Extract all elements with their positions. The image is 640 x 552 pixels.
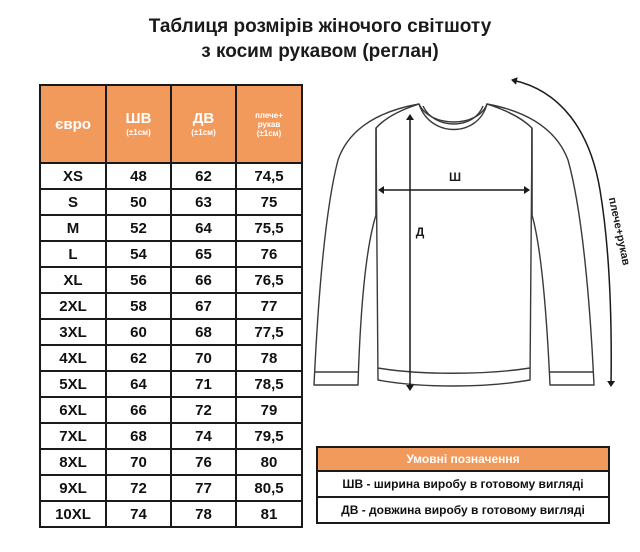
table-row [40, 371, 302, 397]
cell-dv: 64 [171, 215, 236, 241]
table-row [40, 215, 302, 241]
table-row [40, 449, 302, 475]
cell-shoulder-sleeve: 81 [236, 501, 302, 527]
size-table [39, 84, 303, 528]
cell-dv: 62 [171, 163, 236, 189]
cell-dv: 65 [171, 241, 236, 267]
cell-shv: 56 [106, 267, 171, 293]
cell-shv: 62 [106, 345, 171, 371]
cell-dv: 63 [171, 189, 236, 215]
cell-shoulder-sleeve: 77 [236, 293, 302, 319]
cell-dv: 71 [171, 371, 236, 397]
width-label: Ш [448, 170, 462, 184]
cell-shoulder-sleeve: 80 [236, 449, 302, 475]
legend-item-dv: ДВ - довжина виробу в готовому вигляді [317, 497, 609, 523]
cell-size: 7XL [40, 423, 106, 449]
cell-shv: 60 [106, 319, 171, 345]
cell-shoulder-sleeve: 76 [236, 241, 302, 267]
cell-size: 2XL [40, 293, 106, 319]
cell-size: L [40, 241, 106, 267]
cell-shv: 74 [106, 501, 171, 527]
table-row [40, 189, 302, 215]
sweatshirt-diagram [300, 70, 640, 410]
cell-shoulder-sleeve: 76,5 [236, 267, 302, 293]
cell-size: 10XL [40, 501, 106, 527]
legend-item-shv: ШВ - ширина виробу в готовому вигляді [317, 471, 609, 497]
cell-shoulder-sleeve: 79 [236, 397, 302, 423]
cell-size: XL [40, 267, 106, 293]
table-row [40, 475, 302, 501]
cell-shoulder-sleeve: 75 [236, 189, 302, 215]
cell-size: 3XL [40, 319, 106, 345]
cell-shv: 66 [106, 397, 171, 423]
cell-shv: 48 [106, 163, 171, 189]
cell-shoulder-sleeve: 80,5 [236, 475, 302, 501]
cell-shoulder-sleeve: 74,5 [236, 163, 302, 189]
title-line-2: з косим рукавом (реглан) [201, 41, 439, 62]
cell-dv: 77 [171, 475, 236, 501]
cell-shoulder-sleeve: 79,5 [236, 423, 302, 449]
cell-dv: 74 [171, 423, 236, 449]
size-table-body [40, 163, 302, 527]
cell-shoulder-sleeve: 77,5 [236, 319, 302, 345]
cell-size: 9XL [40, 475, 106, 501]
cell-dv: 72 [171, 397, 236, 423]
cell-size: 8XL [40, 449, 106, 475]
cell-size: 4XL [40, 345, 106, 371]
legend-box [316, 446, 610, 524]
table-row [40, 241, 302, 267]
table-row [40, 345, 302, 371]
cell-size: 5XL [40, 371, 106, 397]
table-row [40, 423, 302, 449]
cell-dv: 66 [171, 267, 236, 293]
cell-dv: 67 [171, 293, 236, 319]
cell-shv: 50 [106, 189, 171, 215]
header-dv: ДВ (±1см) [171, 85, 236, 163]
table-row [40, 163, 302, 189]
table-row [40, 267, 302, 293]
length-label: Д [415, 225, 425, 239]
shoulder-sleeve-label: плече+рукав [605, 196, 633, 267]
cell-dv: 76 [171, 449, 236, 475]
cell-dv: 70 [171, 345, 236, 371]
cell-shv: 54 [106, 241, 171, 267]
sweatshirt-outline [314, 104, 594, 386]
header-shoulder-sleeve: плече+ рукав (±1см) [236, 85, 302, 163]
cell-size: 6XL [40, 397, 106, 423]
title-line-1: Таблиця розмірів жіночого світшоту [148, 16, 492, 37]
cell-shv: 52 [106, 215, 171, 241]
header-shv: ШВ (±1см) [106, 85, 171, 163]
cell-shoulder-sleeve: 75,5 [236, 215, 302, 241]
legend-title: Умовні позначення [317, 447, 609, 471]
cell-shoulder-sleeve: 78,5 [236, 371, 302, 397]
cell-size: S [40, 189, 106, 215]
cell-size: M [40, 215, 106, 241]
table-row [40, 293, 302, 319]
table-row [40, 501, 302, 527]
cell-dv: 78 [171, 501, 236, 527]
size-table-header-row [40, 85, 302, 163]
cell-shv: 58 [106, 293, 171, 319]
table-row [40, 319, 302, 345]
cell-shv: 68 [106, 423, 171, 449]
cell-shv: 70 [106, 449, 171, 475]
cell-shv: 64 [106, 371, 171, 397]
page-title [0, 14, 640, 64]
table-row [40, 397, 302, 423]
cell-dv: 68 [171, 319, 236, 345]
cell-size: XS [40, 163, 106, 189]
header-euro: євро [40, 85, 106, 163]
cell-shoulder-sleeve: 78 [236, 345, 302, 371]
cell-shv: 72 [106, 475, 171, 501]
